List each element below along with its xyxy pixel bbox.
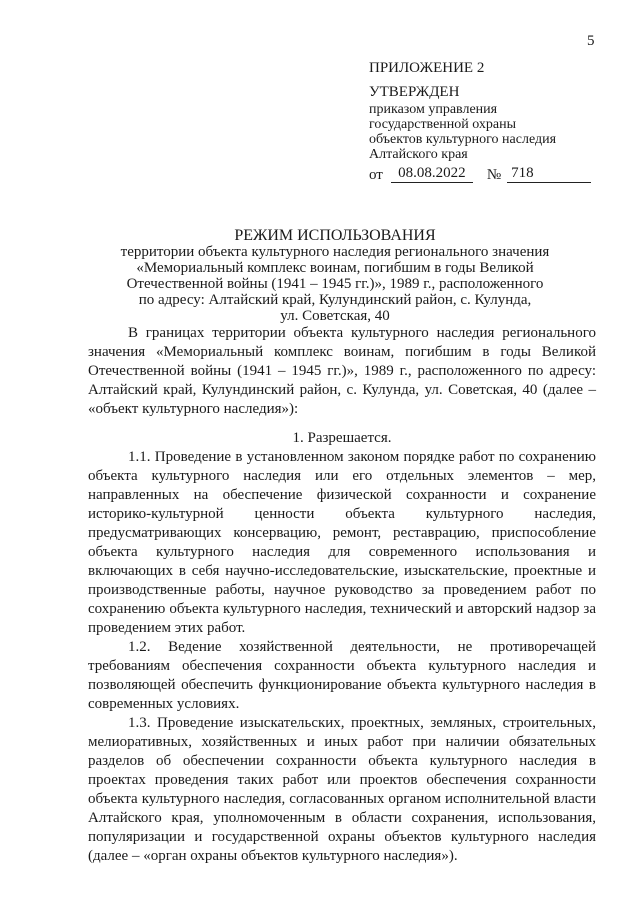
approval-line: приказом управления: [369, 102, 498, 117]
number-label: №: [486, 167, 502, 183]
order-date: 08.08.2022: [391, 165, 473, 183]
approval-line: объектов культурного наследия: [369, 132, 557, 147]
order-line: [369, 165, 609, 183]
title-line: по адресу: Алтайский край, Кулундинский район, с. Кулунда,: [138, 292, 532, 308]
title-line: территории объекта культурного наследия регионального значения: [120, 244, 550, 260]
intro-paragraph: В границах территории объекта культурного наследия регионального значения «Мемориальный комплекс воинам, погибшим в годы Великой Отечественной войны (1941 – 1945 гг.)», 1989 г., расположенного по адресу: Алтайский край, Кулундинский район, с. Кулунда, ул. Советская, 40 (далее – «объект культурного наследия»):: [88, 325, 596, 417]
from-label: от: [369, 167, 383, 183]
clause-1-3: 1.3. Проведение изыскательских, проектных, земляных, строительных, мелиоративных, хозяйственных и иных работ при наличии обязательных разделов об обеспечении сохранности объекта культурного наследия в проектах проведения таких работ или проектов обеспечения сохранности объекта культурного наследия, согласованных органом исполнительной власти Алтайского края, уполномоченным в области сохранения, использования, популяризации и государственной охраны объектов культурного наследия (далее – «орган охраны объектов культурного наследия»).: [88, 715, 596, 864]
approval-line: государственной охраны: [369, 117, 517, 132]
order-number: 718: [507, 165, 591, 183]
clause-1-2: 1.2. Ведение хозяйственной деятельности, не противоречащей требованиям обеспечения сохранности объекта культурного наследия и позволяющей обеспечить функционирование объекта культурного наследия в современных условиях.: [88, 639, 596, 712]
approval-block: [369, 61, 609, 183]
clause-1-1: 1.1. Проведение в установленном законом порядке работ по сохранению объекта культурного наследия или его отдельных элементов – мер, направленных на обеспечение физической сохранности и сохранение историко-культурной ценности объекта культурного наследия, предусматривающих консервацию, ремонт, реставрацию, приспособление объекта культурного наследия для современного использования и включающих в себя научно-исследовательские, изыскательские, проектные и производственные работы, научное руководство за проведением работ по сохранению объекта культурного наследия, технический и авторский надзор за проведением этих работ.: [88, 449, 596, 636]
section-heading: 1. Разрешается.: [292, 430, 392, 446]
document-title: [120, 228, 550, 324]
title-line: «Мемориальный комплекс воинам, погибшим в годы Великой: [136, 260, 534, 276]
approval-line: Алтайского края: [369, 147, 468, 162]
title-line: ул. Советская, 40: [280, 308, 390, 324]
page-number: 5: [587, 33, 595, 49]
document-body: [88, 324, 596, 866]
title-line: Отечественной войны (1941 – 1945 гг.)», 1989 г., расположенного: [126, 276, 544, 292]
title-heading: РЕЖИМ ИСПОЛЬЗОВАНИЯ: [234, 227, 436, 244]
appendix-label: ПРИЛОЖЕНИЕ 2: [369, 60, 485, 76]
approved-label: УТВЕРЖДЕН: [369, 84, 460, 100]
